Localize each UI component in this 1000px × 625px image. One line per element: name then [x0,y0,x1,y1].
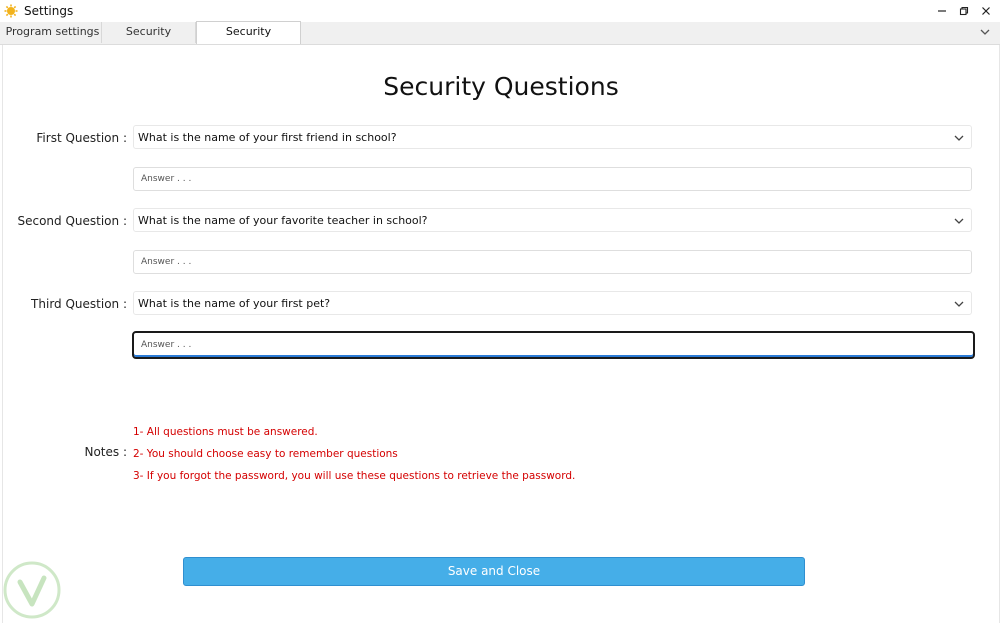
third-question-label: Third Question : [31,297,127,311]
tab-security-settings[interactable]: Security [102,22,196,43]
window-title: Settings [24,4,74,18]
chevron-down-icon [953,215,965,227]
save-and-close-button[interactable]: Save and Close [183,557,805,586]
restore-icon [959,6,969,16]
first-question-label: First Question : [36,131,127,145]
chevron-down-icon[interactable] [978,25,992,39]
note-item: 3- If you forgot the password, you will use these questions to retrieve the password. [133,470,576,482]
third-answer-input[interactable] [132,331,975,359]
first-question-select[interactable] [133,125,972,149]
chevron-down-icon [953,298,965,310]
close-icon [981,6,991,16]
watermark-logo [2,560,62,620]
tab-bar [0,22,1000,45]
page-title: Security Questions [383,72,619,101]
third-question-select[interactable] [133,291,972,315]
first-answer-input[interactable] [133,167,972,191]
minimize-button[interactable] [932,3,952,19]
second-question-label: Second Question : [17,214,127,228]
tab-program-settings[interactable]: Program settings [4,22,102,43]
first-question-value: What is the name of your first friend in school? [138,131,397,144]
note-item: 1- All questions must be answered. [133,426,318,438]
notes-label: Notes : [84,445,127,459]
restore-button[interactable] [954,3,974,19]
security-questions-panel [2,45,1000,623]
title-bar [0,0,1000,22]
close-button[interactable] [976,3,996,19]
third-question-value: What is the name of your first pet? [138,297,331,310]
app-icon [4,4,18,18]
tab-security-questions[interactable]: Security [196,21,301,44]
minimize-icon [937,6,947,16]
chevron-down-icon [953,132,965,144]
second-answer-input[interactable] [133,250,972,274]
note-item: 2- You should choose easy to remember questions [133,448,398,460]
second-question-select[interactable] [133,208,972,232]
second-question-value: What is the name of your favorite teacher in school? [138,214,428,227]
